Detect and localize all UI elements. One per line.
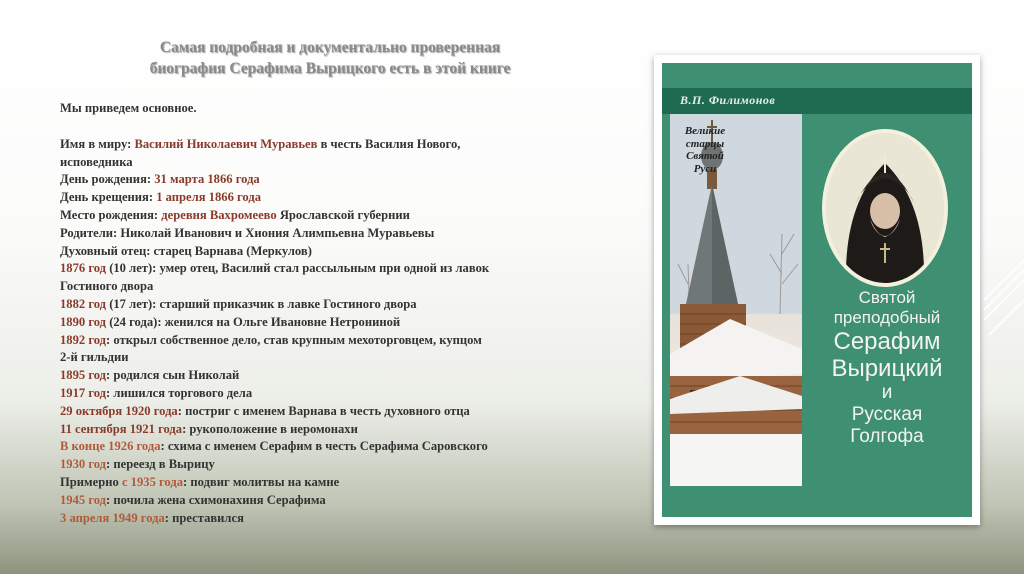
biography-text	[60, 100, 600, 527]
book-title-line: Русская	[851, 404, 923, 425]
book-title-line: преподобный	[833, 308, 941, 327]
intro-text: Мы приведем основное.	[60, 101, 197, 115]
book-title	[807, 288, 967, 448]
bio-line	[60, 278, 600, 296]
bio-line	[60, 474, 600, 492]
bio-text: : подвиг молитвы на камне	[183, 474, 340, 489]
book-author: В.П. Филимонов	[680, 93, 776, 107]
bio-text: (17 лет): старший приказчик в лавке Гостиного двора	[106, 296, 417, 311]
bio-line	[60, 332, 600, 350]
bio-text: : рукоположение в иеромонахи	[182, 421, 358, 436]
bio-text: : схима с именем Серафим в честь Серафима Саровского	[160, 439, 488, 454]
bio-text: Духовный отец: старец Варнава (Меркулов)	[60, 243, 312, 258]
series-line: Великие	[684, 125, 726, 137]
bio-text: : лишился торгового дела	[106, 385, 253, 400]
bio-line	[60, 438, 600, 456]
book-title-line: и	[881, 382, 893, 403]
book-title-line: Вырицкий	[831, 355, 943, 382]
bio-line	[60, 456, 600, 474]
bio-text: Гостиного двора	[60, 279, 154, 294]
series-line: старцы	[685, 137, 725, 150]
book-title-line: Серафим	[833, 328, 941, 355]
bio-line	[60, 136, 600, 154]
bio-line	[60, 260, 600, 278]
bio-line	[60, 385, 600, 403]
bio-text: Ярославской губернии	[276, 207, 410, 222]
bio-highlight: 1945 год	[60, 492, 107, 507]
bio-text: (10 лет): умер отец, Василий стал рассыльным при одной из лавок	[106, 261, 490, 276]
book-title-line: Голгофа	[850, 426, 924, 447]
bio-line	[60, 207, 600, 225]
bio-highlight: 1917 год	[60, 385, 107, 400]
bio-text: в честь Василия Нового,	[317, 136, 461, 151]
bio-highlight: 1 апреля 1866 года	[156, 190, 262, 205]
bio-highlight: 11 сентября 1921 года	[60, 421, 183, 436]
bio-text: День крещения:	[60, 190, 157, 205]
decorative-lines	[984, 240, 1024, 350]
book-title-line: Святой	[858, 288, 916, 307]
bio-text: 2-й гильдии	[60, 350, 129, 365]
bio-text: исповедника	[60, 154, 133, 169]
book-cover-image	[654, 55, 980, 525]
biography-list	[60, 136, 600, 528]
book-cover	[662, 63, 972, 517]
bio-highlight: 1876 год	[60, 261, 107, 276]
series-line: Святой	[686, 150, 724, 162]
series-line: Руси	[693, 162, 717, 175]
bio-highlight: деревня Вахромеево	[161, 207, 277, 222]
bio-line	[60, 349, 600, 367]
bio-text: Место рождения:	[60, 207, 162, 222]
bio-text: : родился сын Николай	[106, 368, 240, 383]
bio-line	[60, 403, 600, 421]
bio-text: (24 года): женился на Ольге Ивановне Нетрониной	[106, 314, 401, 329]
bio-line	[60, 189, 600, 207]
slide-title-line-2: биография Серафима Вырицкого есть в этой книге	[149, 60, 511, 77]
bio-highlight: 1882 год	[60, 296, 107, 311]
author-bar	[662, 88, 972, 114]
slide-title-line-1: Самая подробная и документально проверенная	[159, 39, 501, 56]
bio-line	[60, 154, 600, 172]
bio-line	[60, 314, 600, 332]
portrait-medallion	[822, 129, 948, 287]
bio-line	[60, 421, 600, 439]
bio-text: Родители: Николай Иванович и Хиония Алимпьевна Муравьевы	[60, 225, 435, 240]
bio-line	[60, 296, 600, 314]
bio-highlight: В конце 1926 года	[60, 439, 161, 454]
bio-line	[60, 225, 600, 243]
bio-highlight: Василий Николаевич Муравьев	[134, 136, 318, 151]
bio-line	[60, 171, 600, 189]
bio-text: : почила жена схимонахиня Серафима	[106, 492, 326, 507]
bio-highlight: 31 марта 1866 года	[154, 172, 260, 187]
bio-highlight: 1892 год	[60, 332, 107, 347]
series-title	[670, 125, 740, 175]
bio-text: : преставился	[164, 510, 244, 525]
bio-highlight: 3 апреля 1949 года	[60, 510, 165, 525]
bio-highlight: 1895 год	[60, 368, 107, 383]
bio-text: Примерно	[60, 474, 122, 489]
bio-line	[60, 492, 600, 510]
bio-highlight: с 1935 года	[121, 474, 184, 489]
bio-text: Имя в миру:	[60, 136, 135, 151]
bio-text: : переезд в Вырицу	[106, 457, 215, 472]
bio-highlight: 1890 год	[60, 314, 107, 329]
bio-text: День рождения:	[60, 172, 155, 187]
bio-line	[60, 510, 600, 528]
bio-highlight: 29 октября 1920 года	[60, 403, 178, 418]
bio-text: : открыл собственное дело, став крупным мехоторговцем, купцом	[106, 332, 482, 347]
bio-highlight: 1930 год	[60, 457, 107, 472]
bio-line	[60, 367, 600, 385]
slide-title	[60, 37, 600, 79]
bio-line	[60, 243, 600, 261]
bio-text: : постриг с именем Варнава в честь духовного отца	[177, 403, 470, 418]
